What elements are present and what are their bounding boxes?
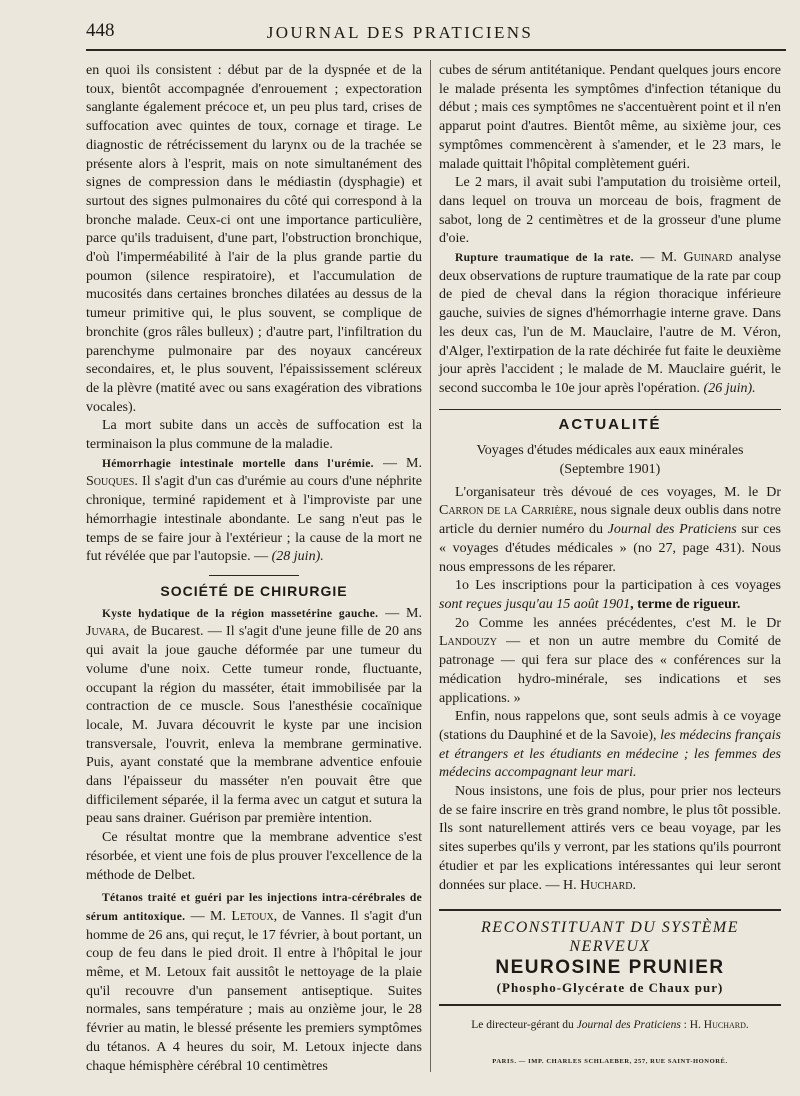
text: . <box>632 877 636 893</box>
paragraph-bronchial-cancer: en quoi ils consistent : début par de la dyspnée et de la toux, bientôt accompagnée d'enrouement ; expectoration sanglante également précoce et, un peu plus tard, crises de suffocation avec quintes de toux, cornage et tirage. Le diagnostic de rétrécissement du larynx ou de la trachée se présente alors à l'esprit, mais on note simultanément des signes de compression dans le médiastin (dysphagie) et surtout des signes pulmonaires du côté qui correspond à la bronche malade. Ceux-ci ont une importance particulière, parce qu'ils traduisent, d'une part, l'obstruction bronchique, d'où l'imperméabilité à l'air de la plus grande partie du poumon (silence respiratoire), et l'accumulation de mucosités dans certaines bronches dilatées au dessus de la tumeur primitive qui, le plus souvent, se complique de bronchite (gros râles bulleux) ; d'autre part, l'infiltration du parenchyme pulmonaire par des noyaux cancéreux secondaires, et, le plus souvent, l'épaississement scléreux de la plèvre (matité avec ou sans exagération des vibrations vocales). <box>86 63 422 415</box>
paragraph-oublis <box>439 484 781 578</box>
text: — M. <box>633 250 684 266</box>
article-date: (26 juin). <box>703 380 756 396</box>
text: , terme de rigueur. <box>630 596 741 612</box>
article-rupture <box>439 249 781 399</box>
author-name: Letoux <box>231 908 274 924</box>
left-column <box>86 62 422 1076</box>
paragraph-appeal <box>439 783 781 895</box>
paragraph-admission <box>439 708 781 783</box>
article-heading: Tétanos traité et guéri par les injections intra-cérébrales de sérum antitoxique. <box>86 892 422 923</box>
author-name: Guinard <box>683 250 733 266</box>
author-name: Huchard <box>580 877 633 893</box>
printer-imprint: PARIS. — IMP. CHARLES SCHLAEBER, 257, RUE SAINT-HONORÉ. <box>492 1057 728 1065</box>
deadline: sont reçues jusqu'au 15 août 1901 <box>439 596 631 612</box>
page-number: 448 <box>86 20 115 41</box>
eligibility: les médecins français et étrangers et les étudiants en médecine ; les femmes des médecins accompagnant leur mari. <box>439 727 781 781</box>
paragraph-inscriptions <box>439 577 781 614</box>
advertisement-box <box>439 909 781 1006</box>
paragraph-amputation: Le 2 mars, il avait subi l'amputation du troisième orteil, dans lequel on trouva un morceau de bois, fragment de sabot, long de 2 centimètres et de la grosseur d'une plume d'oie. <box>439 175 781 247</box>
paragraph-tetanos-continued: cubes de sérum antitétanique. Pendant quelques jours encore le malade présenta les symptômes d'infection tétanique du début ; mais ces symptômes ne s'accentuèrent point et il n'en apparut point d'autres. Bientôt même, au sixième jour, ces symptômes commencèrent à s'amender, et le 23 mars, le malade quittait l'hôpital complètement guéri. <box>439 63 781 172</box>
section-rule <box>439 409 781 410</box>
column-divider <box>430 60 431 1072</box>
article-tetanos <box>86 889 422 1076</box>
ad-tagline: RECONSTITUANT DU SYSTÈME NERVEUX <box>481 919 739 955</box>
journal-name: Journal des Praticiens <box>607 522 737 538</box>
article-heading: Hémorrhagie intestinale mortelle dans l'urémie. <box>102 457 374 470</box>
author-name: Juvara <box>86 624 126 640</box>
text: Enfin, nous rappelons que, sont seuls admis à ce voyage (stations du Dauphiné et de la Savoie), <box>439 709 781 743</box>
person-name: Landouzy <box>439 634 497 650</box>
journal-name: Journal des Praticiens <box>576 1019 681 1032</box>
section-title-societe: SOCIÉTÉ DE CHIRURGIE <box>160 582 348 599</box>
text: , de Bucarest. — Il s'agit d'une jeune fille de 20 ans qui avait la joue gauche déformée par une tumeur du volume d'une noix. Cette tumeur ronde, fluctuante, occupant la région du masséter, était immobilisée par la contraction de ce muscle. Sous l'anesthésie cocaïnique locale, M. Juvara découvrit le kyste par une incision transversale, l'ouvrit, enleva la membrane germinative. Puis, ayant constaté que la membrane adventice enfouie dans l'épaisseur du masséter n'en pouvait être que difficilement séparée, il la ferma avec un catgut et sutura la peau sans drainer. Guérison par première intention. <box>86 624 422 827</box>
text: . Il s'agit d'un cas d'urémie au cours d'une néphrite chronique, terminé rapidement et à l'improviste par une hémorrhagie intestinale abondante. Le sang n'eut pas le temps de se faire jour à l'extérieur ; la cause de la mort ne fut révélée que par l'autopsie. — <box>86 474 422 565</box>
author-name: Souques <box>86 474 135 490</box>
text: . <box>745 1019 749 1032</box>
text: sur ces « voyages d'études médicales » (no 27, page 431). Nous nous empressons de les réparer. <box>439 522 781 575</box>
paragraph-delbet: Ce résultat montre que la membrane adventice s'est résorbée, et vient une fois de plus prouver l'excellence de la méthode de Delbet. <box>86 830 422 883</box>
director-line <box>439 1016 781 1035</box>
article-kyste <box>86 605 422 829</box>
article-date: (28 juin). <box>271 549 324 565</box>
text: Le directeur-gérant du <box>471 1019 577 1032</box>
person-name: Carron de la Carrière <box>439 503 574 519</box>
text: , nous signale deux oublis dans notre article du dernier numéro du <box>439 503 781 538</box>
paragraph-sudden-death: La mort subite dans un accès de suffocation est la terminaison la plus commune de la maladie. <box>86 418 422 453</box>
article-hemorrhagie <box>86 455 422 567</box>
section-rule <box>209 575 299 576</box>
text: — M. <box>185 908 232 924</box>
article-heading: Rupture traumatique de la rate. <box>455 252 634 265</box>
director-name: Huchard <box>703 1019 746 1032</box>
text: 2o Comme les années précédentes, c'est M. le Dr <box>455 615 781 631</box>
ad-product-name: NEUROSINE PRUNIER <box>495 956 725 978</box>
voyages-title: Voyages d'études médicales aux eaux minérales <box>476 443 744 459</box>
text: , de Vannes. Il s'agit d'un homme de 26 ans, qui reçut, le 17 février, à bout portant, un coup de feu dans le pied droit. Il entre à l'hôpital le jour même, et M. Letoux fait aussitôt le nettoyage de la plaie qu'il recouvre d'un pansement antiseptique. Suites normales, sans température ; mais au onzième jour, le 28 février au matin, le blessé présente les premiers symptômes du tétanos. A 4 heures du soir, M. Letoux injecte dans chaque hémisphère cérébral 10 centimètres <box>86 908 423 1074</box>
running-head: JOURNAL DES PRATICIENS <box>266 23 534 42</box>
paragraph-conferences <box>439 615 781 709</box>
ad-product-detail: (Phospho-Glycérate de Chaux pur) <box>496 980 724 996</box>
text: — et non un autre membre du Comité de patronage — qui fera sur place des « conférences sur la médication hydro-minérale, ses indications et ses applications. » <box>439 634 781 706</box>
text: — M. <box>378 605 423 621</box>
text: — M. <box>373 455 422 471</box>
text: : H. <box>680 1019 704 1032</box>
text: L'organisateur très dévoué de ces voyages, M. le Dr <box>455 484 781 500</box>
voyages-date: (Septembre 1901) <box>559 462 661 478</box>
text: Nous insistons, une fois de plus, pour prier nos lecteurs de se faire inscrire en très grand nombre, le plus tôt possible. Ils sont naturellement attirés vers ce beau voyage, par les sites superbes qu'ils y verront, par les stations qu'ils pourront étudier et par les explications intéressantes qui leur seront données sur place. — H. <box>439 784 781 893</box>
header-rule <box>86 49 786 51</box>
text: 1o Les inscriptions pour la participation à ces voyages <box>455 578 781 594</box>
article-heading: Kyste hydatique de la région massetérine gauche. <box>102 607 379 620</box>
section-title-actualite: ACTUALITÉ <box>558 415 662 433</box>
right-column <box>439 62 781 1071</box>
text: analyse deux observations de rupture traumatique de la rate par coup de pied de cheval dans la région thoracique inférieure gauche, suivies de signes d'hémorrhagie interne grave. Dans les deux cas, l'un de M. Mauclaire, l'autre de M. Véron, d'Alger, l'extirpation de la rate déchirée fut faite le deuxième jour après l'accident ; le malade de M. Mauclaire guérit, le second succomba le 10e jour après l'opération. <box>439 250 781 396</box>
